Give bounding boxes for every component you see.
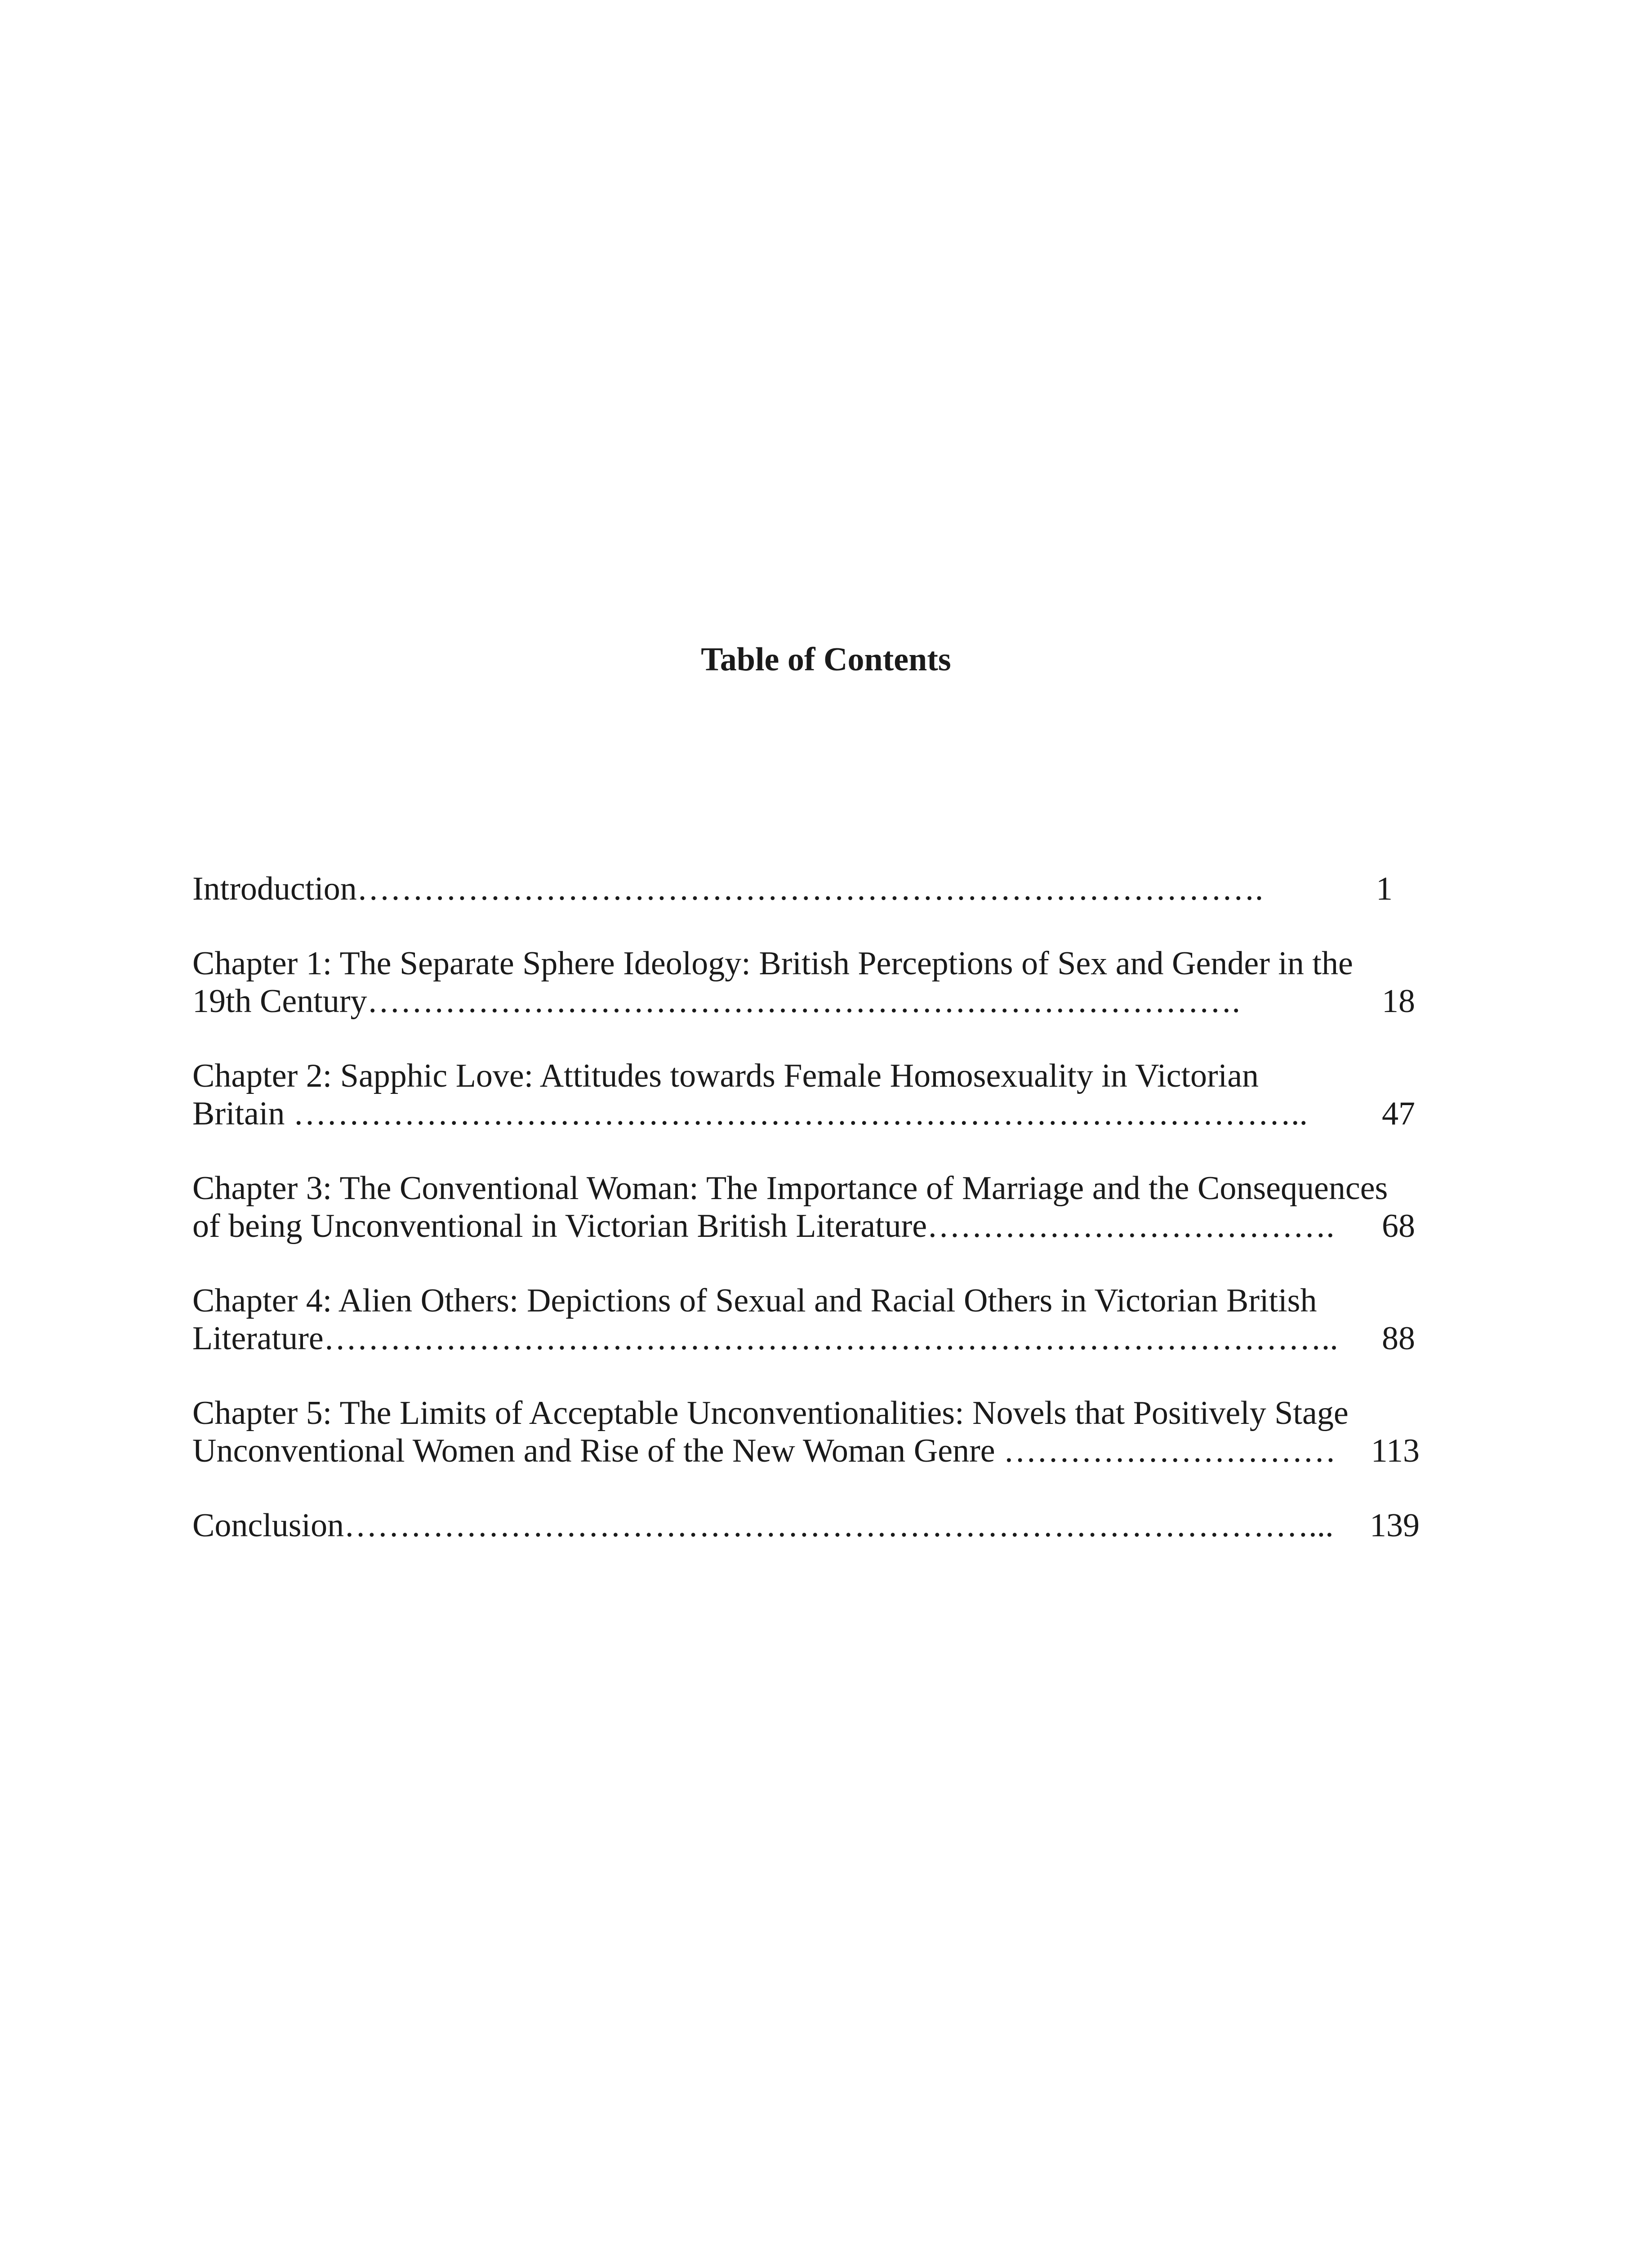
toc-entry-line: Chapter 2: Sapphic Love: Attitudes towards Female Homosexuality in Victorian — [192, 1057, 1259, 1094]
toc-entry-line: Chapter 5: The Limits of Acceptable Unconventionalities: Novels that Positively Stage — [192, 1395, 1349, 1432]
toc-page-number: 139 — [1370, 1507, 1420, 1544]
toc-entry-chapter-1 — [192, 945, 1447, 1020]
toc-entry-chapter-3 — [192, 1169, 1447, 1245]
toc-entry-chapter-5 — [192, 1394, 1447, 1470]
toc-page-number: 68 — [1382, 1208, 1415, 1244]
toc-entry-line: Literature……………………………………………………………………………….. — [192, 1320, 1338, 1357]
toc-page-number: 1 — [1376, 870, 1393, 907]
toc-entry-line: Chapter 4: Alien Others: Depictions of Sexual and Racial Others in Victorian British — [192, 1282, 1317, 1319]
toc-entry-line: Britain ……………………………………………………………………………….. — [192, 1095, 1308, 1132]
toc-entry-conclusion — [192, 1507, 1447, 1544]
toc-entry-line: of being Unconventional in Victorian British Literature………………………………. — [192, 1208, 1335, 1244]
toc-page-number: 18 — [1382, 983, 1415, 1020]
toc-entry-line: Chapter 1: The Separate Sphere Ideology: British Perceptions of Sex and Gender in the — [192, 945, 1353, 982]
toc-entry-line: Introduction………………………………………………………………………. — [192, 870, 1264, 907]
toc-list — [192, 870, 1447, 1581]
toc-entry-line: Unconventional Women and Rise of the New Woman Genre ………………………… — [192, 1432, 1336, 1469]
toc-page-number: 113 — [1371, 1432, 1420, 1469]
toc-entry-line: Conclusion……………………………………………………………………………... — [192, 1507, 1334, 1544]
toc-entry-chapter-2 — [192, 1057, 1447, 1133]
toc-page-number: 88 — [1382, 1320, 1415, 1357]
toc-entry-line: Chapter 3: The Conventional Woman: The Importance of Marriage and the Consequences — [192, 1170, 1388, 1207]
toc-entry-line: 19th Century……………………………………………………………………. — [192, 983, 1240, 1020]
page-title: Table of Contents — [701, 641, 951, 678]
toc-entry-chapter-4 — [192, 1282, 1447, 1357]
toc-entry-introduction — [192, 870, 1447, 908]
toc-page-number: 47 — [1382, 1095, 1415, 1132]
